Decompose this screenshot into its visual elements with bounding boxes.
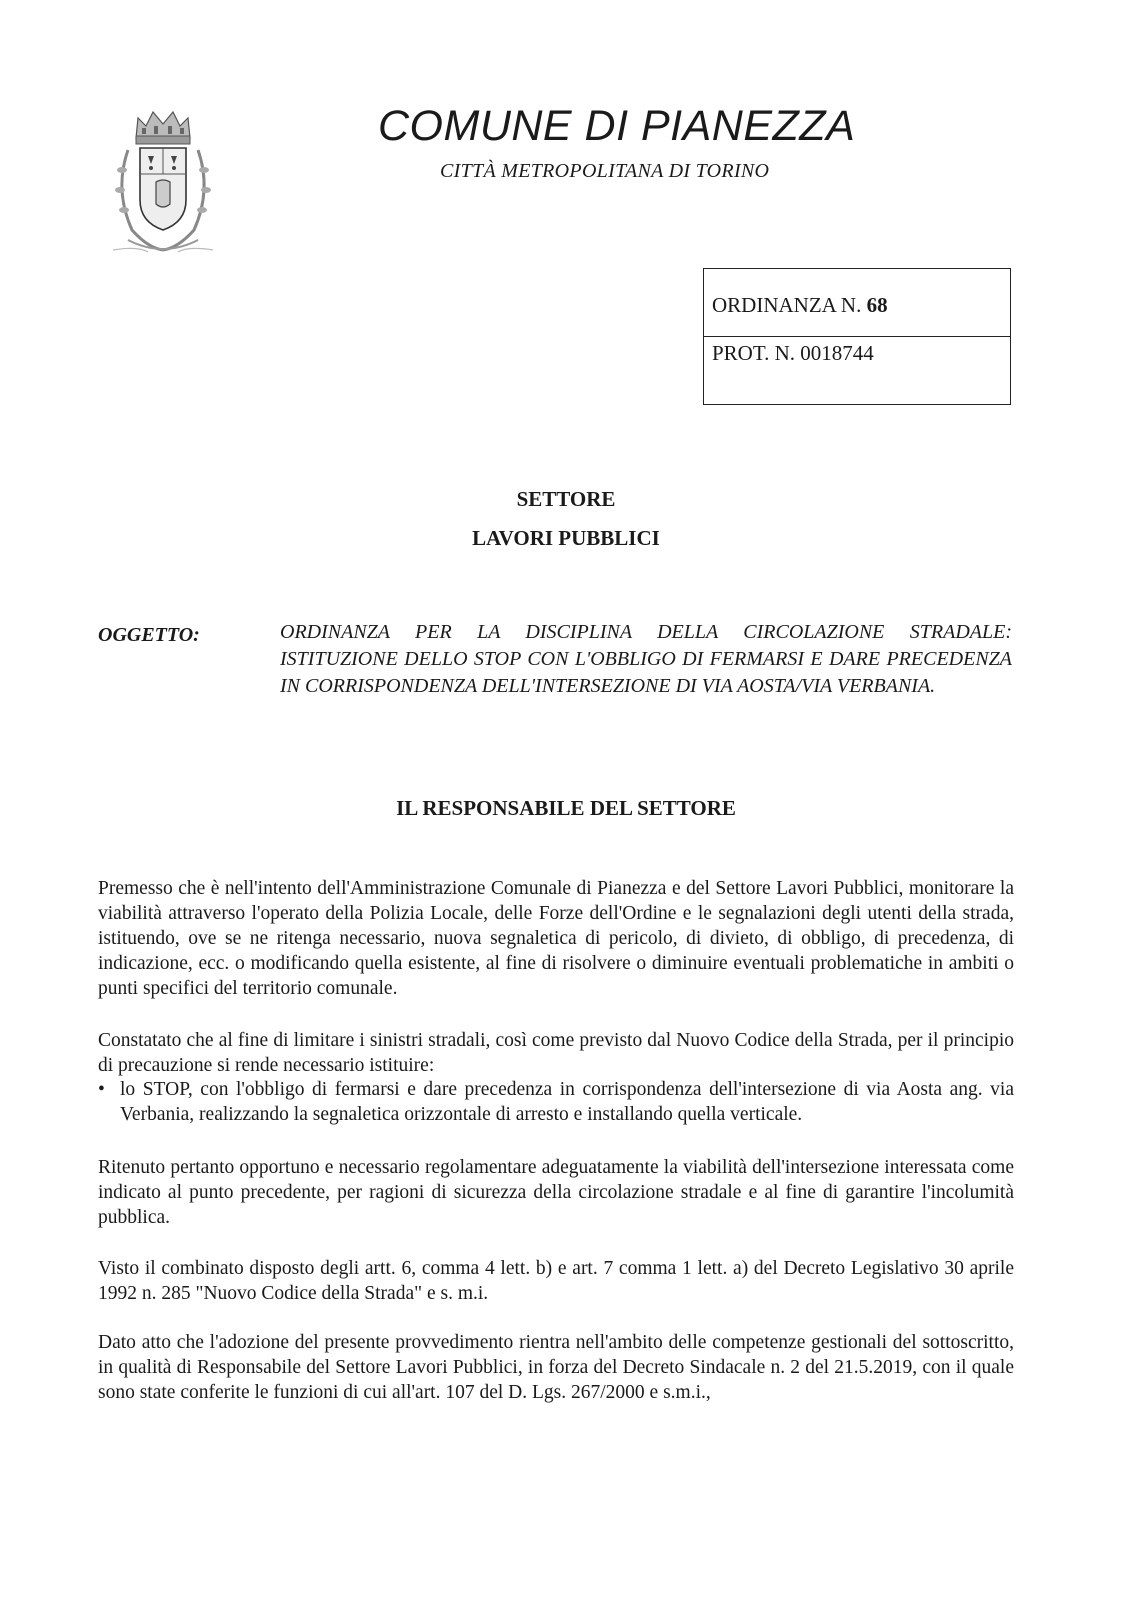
ordinance-box [703,268,1011,405]
province-subtitle: CITTÀ METROPOLITANA DI TORINO [440,160,770,182]
paragraph-dato-atto: Dato atto che l'adozione del presente provvedimento rientra nell'ambito delle competenze gestionali del sottoscritto, in qualità di Responsabile del Settore Lavori Pubblici, in forza del Decreto Sindacale n. 2 del 21.5.2019, con il quale sono state conferite le funzioni di cui all'art. 107 del D. Lgs. 267/2000 e s.m.i., [98,1332,1014,1403]
bullet-list-item [98,1077,1014,1127]
protocol-label: PROT. N. [712,341,801,365]
coat-of-arms-emblem [108,100,218,260]
ordinance-label: ORDINANZA N. [712,293,867,317]
paragraph-ritenuto: Ritenuto pertanto opportuno e necessario regolamentare adeguatamente la viabilità dell'intersezione interessata come indicato al punto precedente, per ragioni di sicurezza della circolazione stradale e al fine di garantire l'incolumità pubblica. [98,1157,1014,1228]
paragraph-visto: Visto il combinato disposto degli artt. 6, comma 4 lett. b) e art. 7 comma 1 lett. a) del Decreto Legislativo 30 aprile 1992 n. 285 "Nuovo Codice della Strada" e s. m.i. [98,1258,1014,1304]
responsible-heading: IL RESPONSABILE DEL SETTORE [396,796,736,820]
subject-text: ORDINANZA PER LA DISCIPLINA DELLA CIRCOLAZIONE STRADALE: ISTITUZIONE DELLO STOP CON L'OBBLIGO DI FERMARSI E DARE PRECEDENZA IN CORRISPONDENZA DELL'INTERSEZIONE DI VIA AOSTA/VIA VERBANIA. [280,621,1012,697]
protocol-number-row [712,341,874,366]
municipality-title: COMUNE DI PIANEZZA [378,102,856,150]
subject-label: OGGETTO: [98,624,200,646]
sector-name: LAVORI PUBBLICI [472,526,660,550]
bullet-symbol: • [98,1079,105,1100]
sector-heading: SETTORE [516,487,616,511]
protocol-number: 0018744 [800,341,874,365]
box-divider [704,336,1010,337]
ordinance-number: 68 [866,293,888,317]
paragraph-premesso: Premesso che è nell'intento dell'Amministrazione Comunale di Pianezza e del Settore Lavori Pubblici, monitorare la viabilità attraverso l'operato della Polizia Locale, delle Forze dell'Ordine e le segnalazioni degli utenti della strada, istituendo, ove se ne ritenga necessario, nuova segnaletica di pericolo, di divieto, di obbligo, di precedenza, di indicazione, ecc. o modificando quella esistente, al fine di risolvere o diminuire eventuali problematiche in ambiti o punti specifici del territorio comunale. [98,878,1014,999]
paragraph-constatato: Constatato che al fine di limitare i sinistri stradali, così come previsto dal Nuovo Codice della Strada, per il principio di precauzione si rende necessario istituire: [98,1030,1014,1076]
ordinance-number-row [712,293,888,318]
bullet-text: lo STOP, con l'obbligo di fermarsi e dare precedenza in corrispondenza dell'intersezione di via Aosta ang. via Verbania, realizzando la segnaletica orizzontale di arresto e installando quella verticale. [120,1079,1014,1125]
